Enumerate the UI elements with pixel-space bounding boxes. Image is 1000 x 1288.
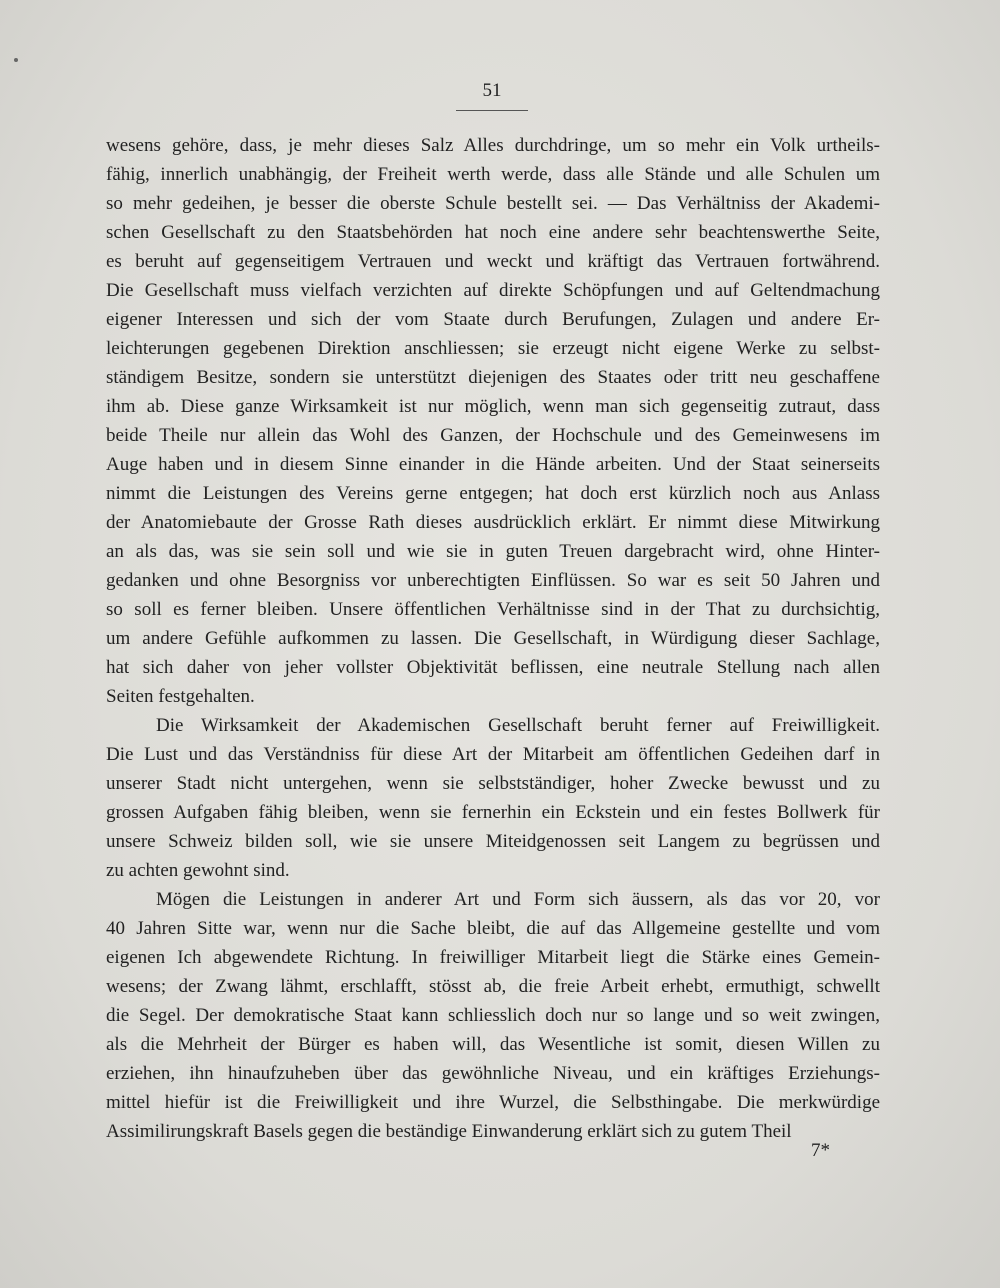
text-line: nimmt die Leistungen des Vereins gerne entgegen; hat doch erst kürzlich noch aus Anlass bbox=[106, 483, 880, 504]
text-line: unserer Stadt nicht untergehen, wenn sie selbstständiger, hoher Zwecke bewusst und zu bbox=[106, 773, 880, 794]
text-line: ständigem Besitze, sondern sie unterstützt diejenigen des Staates oder tritt neu geschaffene bbox=[106, 367, 880, 388]
text-line: zu achten gewohnt sind. bbox=[106, 860, 290, 881]
text-line: mittel hiefür ist die Freiwilligkeit und ihre Wurzel, die Selbsthingabe. Die merkwürdige bbox=[106, 1092, 880, 1113]
page-number: 51 bbox=[482, 80, 502, 101]
text-line: um andere Gefühle aufkommen zu lassen. Die Gesellschaft, in Würdigung dieser Sachlage, bbox=[106, 628, 880, 649]
text-line: beide Theile nur allein das Wohl des Ganzen, der Hochschule und des Gemeinwesens im bbox=[106, 425, 880, 446]
scan-speck bbox=[14, 58, 18, 62]
text-line: wesens gehöre, dass, je mehr dieses Salz Alles durchdringe, um so mehr ein Volk urtheils- bbox=[106, 135, 880, 156]
text-line: eigener Interessen und sich der vom Staate durch Berufungen, Zulagen und andere Er- bbox=[106, 309, 880, 330]
text-line: Die Wirksamkeit der Akademischen Gesellschaft beruht ferner auf Freiwilligkeit. bbox=[156, 715, 880, 736]
text-line: es beruht auf gegenseitigem Vertrauen und weckt und kräftigt das Vertrauen fortwährend. bbox=[106, 251, 880, 272]
text-line: so soll es ferner bleiben. Unsere öffentlichen Verhältnisse sind in der That zu durchsichtig, bbox=[106, 599, 880, 620]
text-line: Auge haben und in diesem Sinne einander in die Hände arbeiten. Und der Staat seinerseits bbox=[106, 454, 880, 475]
text-line: leichterungen gegebenen Direktion anschliessen; sie erzeugt nicht eigene Werke zu selbst- bbox=[106, 338, 880, 359]
text-line: als die Mehrheit der Bürger es haben will, das Wesentliche ist somit, diesen Willen zu bbox=[106, 1034, 880, 1055]
text-line: der Anatomiebaute der Grosse Rath dieses ausdrücklich erklärt. Er nimmt diese Mitwirkung bbox=[106, 512, 880, 533]
text-line: wesens; der Zwang lähmt, erschlafft, stösst ab, die freie Arbeit erhebt, ermuthigt, schwellt bbox=[106, 976, 880, 997]
text-line: Assimilirungskraft Basels gegen die beständige Einwanderung erklärt sich zu gutem Theil bbox=[106, 1121, 792, 1142]
text-line: Die Lust und das Verständniss für diese Art der Mitarbeit am öffentlichen Gedeihen darf in bbox=[106, 744, 880, 765]
text-line: an als das, was sie sein soll und wie sie in guten Treuen dargebracht wird, ohne Hinter- bbox=[106, 541, 880, 562]
text-line: Mögen die Leistungen in anderer Art und Form sich äussern, als das vor 20, vor bbox=[156, 889, 880, 910]
text-line: so mehr gedeihen, je besser die oberste Schule bestellt sei. — Das Verhältniss der Akademi- bbox=[106, 193, 880, 214]
text-line: Die Gesellschaft muss vielfach verzichten auf direkte Schöpfungen und auf Geltendmachung bbox=[106, 280, 880, 301]
text-line: Seiten festgehalten. bbox=[106, 686, 255, 707]
text-line: hat sich daher von jeher vollster Objektivität beflissen, eine neutrale Stellung nach allen bbox=[106, 657, 880, 678]
text-line: erziehen, ihn hinaufzuheben über das gewöhnliche Niveau, und ein kräftiges Erziehungs- bbox=[106, 1063, 880, 1084]
signature-mark: 7* bbox=[811, 1140, 830, 1161]
page-number-rule bbox=[456, 110, 528, 111]
text-line: schen Gesellschaft zu den Staatsbehörden hat noch eine andere sehr beachtenswerthe Seite, bbox=[106, 222, 880, 243]
text-line: die Segel. Der demokratische Staat kann schliesslich doch nur so lange und so weit zwingen, bbox=[106, 1005, 880, 1026]
text-line: ihm ab. Diese ganze Wirksamkeit ist nur möglich, wenn man sich gegenseitig zutraut, dass bbox=[106, 396, 880, 417]
text-line: 40 Jahren Sitte war, wenn nur die Sache bleibt, die auf das Allgemeine gestellte und vom bbox=[106, 918, 880, 939]
text-line: grossen Aufgaben fähig bleiben, wenn sie fernerhin ein Eckstein und ein festes Bollwerk für bbox=[106, 802, 880, 823]
paragraph bbox=[106, 131, 880, 711]
text-line: unsere Schweiz bilden soll, wie sie unsere Miteidgenossen seit Langem zu begrüssen und bbox=[106, 831, 880, 852]
paragraph bbox=[106, 885, 880, 1146]
text-line: eigenen Ich abgewendete Richtung. In freiwilliger Mitarbeit liegt die Stärke eines Gemein- bbox=[106, 947, 880, 968]
text-line: fähig, innerlich unabhängig, der Freiheit werth werde, dass alle Stände und alle Schulen um bbox=[106, 164, 880, 185]
text-line: gedanken und ohne Besorgniss vor unberechtigten Einflüssen. So war es seit 50 Jahren und bbox=[106, 570, 880, 591]
body-text bbox=[106, 131, 880, 1146]
paragraph bbox=[106, 711, 880, 885]
